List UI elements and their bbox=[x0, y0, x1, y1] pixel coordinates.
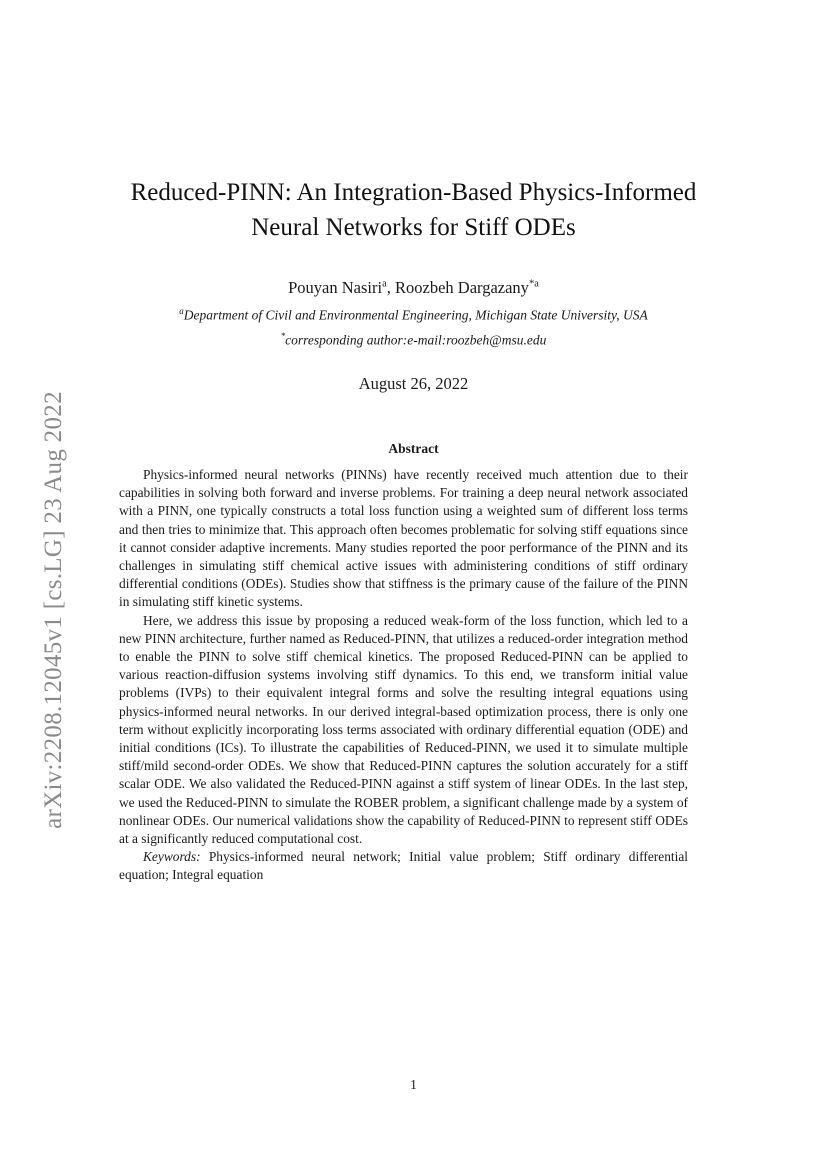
page-number: 1 bbox=[410, 1077, 417, 1092]
affiliation-mark: *a bbox=[528, 278, 539, 290]
author-list bbox=[80, 278, 747, 298]
corresponding-author-email: corresponding author:e-mail:roozbeh@msu.edu bbox=[285, 332, 547, 348]
affiliation-mark: * bbox=[280, 331, 286, 341]
abstract-heading: Abstract bbox=[388, 441, 439, 456]
keywords-label: Keywords: bbox=[143, 849, 201, 865]
affiliation-mark: a bbox=[382, 278, 387, 290]
paper-title-line-2: Neural Networks for Stiff ODEs bbox=[251, 214, 576, 241]
affiliation-text: Department of Civil and Environmental Engineering, Michigan State University, USA bbox=[183, 307, 648, 323]
abstract-body bbox=[119, 466, 688, 885]
affiliation-department bbox=[80, 306, 747, 324]
author-separator: , bbox=[386, 278, 395, 297]
keywords bbox=[119, 848, 688, 884]
author-name: Roozbeh Dargazany bbox=[395, 278, 529, 297]
paper-title-line-1: Reduced-PINN: An Integration-Based Physics-Informed bbox=[130, 179, 697, 206]
arxiv-identifier-stamp: arXiv:2208.12045v1 [cs.LG] 23 Aug 2022 bbox=[40, 391, 67, 829]
abstract-paragraph: Here, we address this issue by proposing a reduced weak-form of the loss function, which led to a new PINN architecture, further named as Reduced-PINN, that utilizes a reduced-order integration method to enable the PINN to solve stiff chemical kinetics. The proposed Reduced-PINN can be applied to various reaction-diffusion systems involving stiff dynamics. To this end, we transform initial value problems (IVPs) to their equivalent integral forms and solve the resulting integral equations using physics-informed neural networks. In our derived integral-based optimization process, there is only one term without explicitly incorporating loss terms associated with ordinary differential equation (ODE) and initial conditions (ICs). To illustrate the capabilities of Reduced-PINN, we used it to simulate multiple stiff/mild second-order ODEs. We show that Reduced-PINN captures the solution accurately for a stiff scalar ODE. We also validated the Reduced-PINN against a stiff system of linear ODEs. In the last step, we used the Reduced-PINN to simulate the ROBER problem, a significant challenge made by a system of nonlinear ODEs. Our numerical validations show the capability of Reduced-PINN to represent stiff ODEs at a significantly reduced computational cost. bbox=[119, 612, 688, 847]
paper-title bbox=[80, 175, 747, 245]
corresponding-author bbox=[80, 331, 747, 349]
abstract-paragraph: Physics-informed neural networks (PINNs) have recently received much attention due to their capabilities in solving both forward and inverse problems. For training a deep neural network associated with a PINN, one typically constructs a total loss function using a weighted sum of different loss terms and then tries to minimize that. This approach often becomes problematic for solving stiff equations since it cannot consider adaptive increments. Many studies reported the poor performance of the PINN and its challenges in simulating stiff chemical active issues with administering conditions of stiff ordinary differential conditions (ODEs). Studies show that stiffness is the primary cause of the failure of the PINN in simulating stiff kinetic systems. bbox=[119, 467, 688, 610]
affiliation-mark: a bbox=[179, 306, 184, 316]
publication-date: August 26, 2022 bbox=[358, 374, 469, 393]
keywords-text: Physics-informed neural network; Initial value problem; Stiff ordinary differential equation; Integral equation bbox=[119, 849, 688, 883]
author-name: Pouyan Nasiri bbox=[288, 278, 383, 297]
